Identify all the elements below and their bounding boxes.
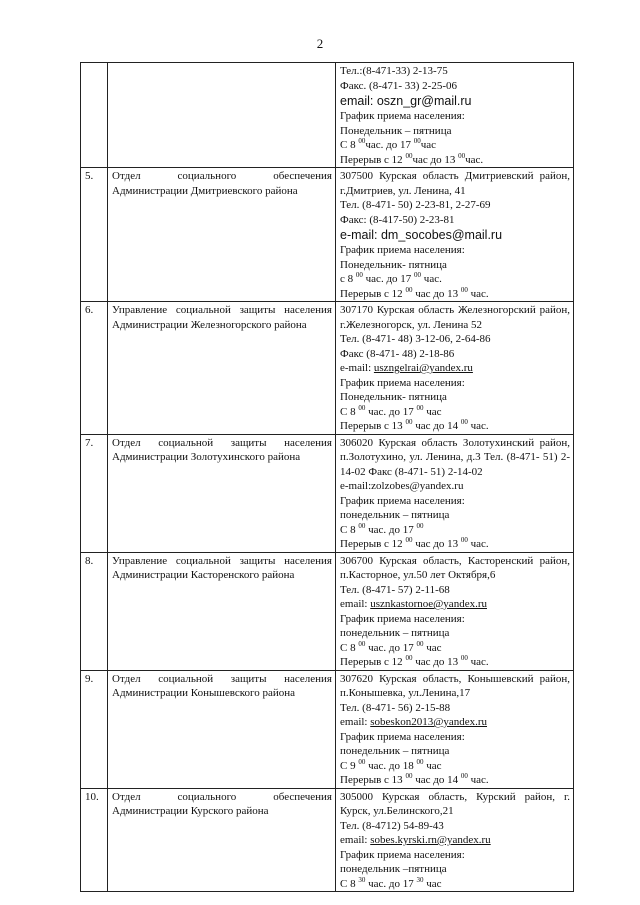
contact-text: С 9 xyxy=(340,759,359,772)
contact-line xyxy=(340,390,570,405)
row-number: 5. xyxy=(81,168,108,302)
institution-name: Управление социальной защиты населения Администрации Касторенского района xyxy=(108,552,336,670)
contact-text: 306020 Курская область Золотухинский район, п.Золотухино, ул. Ленина, д.3 Тел. (8-471- 51) 2-14-02 Факс (8-471- 51) 2-14-02 xyxy=(340,436,570,478)
contact-text: Факс. (8-471- 33) 2-25-06 xyxy=(340,79,458,92)
contact-line xyxy=(340,730,570,745)
contact-line xyxy=(340,169,570,198)
time-superscript: 00 xyxy=(458,151,466,160)
contact-text: час до 14 xyxy=(412,420,461,432)
contact-info xyxy=(336,434,574,552)
contact-line xyxy=(340,744,570,759)
contact-line xyxy=(340,258,570,273)
contact-text: час до 14 xyxy=(412,774,461,786)
contact-text: час. xyxy=(467,656,489,668)
contact-text: понедельник – пятница xyxy=(340,509,450,521)
contact-text: 307500 Курская область Дмитриевский район, г.Дмитриев, ул. Ленина, 41 xyxy=(340,170,570,197)
institution-name: Отдел социальной защиты населения Администрации Конышевского района xyxy=(108,670,336,788)
row-number: 8. xyxy=(81,552,108,670)
contact-info xyxy=(336,552,574,670)
page-number: 2 xyxy=(316,36,324,51)
time-superscript: 00 xyxy=(460,536,468,544)
contact-line xyxy=(340,419,570,434)
contact-text: час xyxy=(423,641,442,654)
time-superscript: 00 xyxy=(460,418,468,426)
contact-text: С 8 xyxy=(340,405,359,418)
institution-name: Отдел социального обеспечения Администрации Курского района xyxy=(108,788,336,892)
time-superscript: 00 xyxy=(358,403,366,412)
contact-line xyxy=(340,272,570,287)
contact-line xyxy=(340,376,570,391)
time-superscript: 00 xyxy=(405,285,413,294)
contact-text: час. xyxy=(421,273,442,285)
contact-text: Тел. (8-471- 48) 3-12-06, 2-64-86 xyxy=(340,333,491,345)
contact-info xyxy=(336,670,574,788)
row-number: 6. xyxy=(81,302,108,435)
contact-text: С 8 xyxy=(340,139,359,151)
contact-text: час xyxy=(420,139,437,151)
contact-text: 307620 Курская область, Конышевский район, п.Конышевка, ул.Ленина,17 xyxy=(340,672,570,699)
table-row xyxy=(81,670,574,788)
contact-line xyxy=(340,124,570,139)
contact-line xyxy=(340,759,570,774)
contact-text: График приема населения: xyxy=(340,376,465,389)
institution-name: Отдел социального обеспечения Администрации Дмитриевского района xyxy=(108,168,336,302)
contact-line xyxy=(340,848,570,863)
time-superscript: 00 xyxy=(416,639,424,648)
contact-line xyxy=(340,877,570,892)
contact-text: час. xyxy=(465,153,484,166)
time-superscript: 00 xyxy=(416,403,424,412)
contact-text: час. до 17 xyxy=(365,523,417,536)
institution-name: Отдел социальной защиты населения Администрации Золотухинского района xyxy=(108,434,336,552)
contact-text: График приема населения: xyxy=(340,612,465,625)
contact-text: Тел. (8-471- 57) 2-11-68 xyxy=(340,583,450,596)
time-superscript: 00 xyxy=(405,536,413,544)
contact-text: час до 13 xyxy=(412,153,459,166)
time-superscript: 00 xyxy=(413,137,421,145)
contact-line xyxy=(340,833,570,848)
row-number: 9. xyxy=(81,670,108,788)
contact-text: График приема населения: xyxy=(340,848,465,861)
contact-text: час. xyxy=(467,420,489,432)
contact-line xyxy=(340,347,570,362)
contact-line xyxy=(340,303,570,332)
contact-line xyxy=(340,479,570,494)
contact-line xyxy=(340,332,570,347)
contact-text: email: sobeskon2013@yandex.ru xyxy=(340,716,488,728)
time-superscript: 00 xyxy=(358,757,366,766)
contact-text: час. до 17 xyxy=(362,273,415,285)
table-row xyxy=(81,788,574,892)
contact-info xyxy=(336,788,574,892)
contact-line xyxy=(340,672,570,701)
contact-text: с 8 xyxy=(340,273,356,285)
contact-text: График приема населения: xyxy=(340,730,465,743)
email-address[interactable]: sobeskon2013@yandex.ru xyxy=(370,716,488,728)
institution-name: Управление социальной защиты населения Администрации Железногорского района xyxy=(108,302,336,435)
contact-text: час. до 17 xyxy=(365,641,417,654)
table-row xyxy=(81,552,574,670)
contact-line xyxy=(340,862,570,877)
contact-text: Перерыв с 12 xyxy=(340,656,406,668)
contact-text: час xyxy=(423,877,442,890)
row-number: 10. xyxy=(81,788,108,892)
contact-text: Перерыв с 13 xyxy=(340,420,406,432)
contact-line xyxy=(340,773,570,788)
contact-line xyxy=(340,583,570,598)
contact-text: Тел. (8-471- 56) 2-15-88 xyxy=(340,701,451,714)
contact-text: час. xyxy=(467,538,489,550)
contact-line xyxy=(340,626,570,641)
time-superscript: 00 xyxy=(355,271,363,279)
time-superscript: 00 xyxy=(358,639,366,648)
contact-line xyxy=(340,213,570,228)
contact-text: email: oszn_gr@mail.ru xyxy=(340,94,472,108)
contact-text: час. до 17 xyxy=(365,139,414,151)
contact-text: 307170 Курская область Железногорский район, г.Железногорск, ул. Ленина 52 xyxy=(340,304,570,331)
contact-text: час. до 18 xyxy=(365,759,417,772)
contact-text: Тел.:(8-471-33) 2-13-75 xyxy=(340,65,448,77)
email-address[interactable]: usznkastornoe@yandex.ru xyxy=(370,598,487,610)
contact-line xyxy=(340,138,570,153)
contact-text: Факс: (8-417-50) 2-23-81 xyxy=(340,213,455,226)
contact-text: 305000 Курская область, Курский район, г. Курск, ул.Белинского,21 xyxy=(340,790,570,817)
contacts-table xyxy=(80,62,574,892)
time-superscript: 00 xyxy=(460,654,468,662)
contact-text: час. xyxy=(467,774,489,786)
contact-text: час до 13 xyxy=(412,538,461,550)
contact-text: 306700 Курская область, Касторенский район, п.Касторное, ул.50 лет Октября,6 xyxy=(340,554,570,581)
email-address[interactable]: sobes.kyrski.rn@yandex.ru xyxy=(370,834,491,846)
contact-text: Понедельник- пятница xyxy=(340,391,447,403)
contact-text: e-mail: dm_socobes@mail.ru xyxy=(340,228,503,242)
contact-text: понедельник –пятница xyxy=(340,863,447,875)
contact-text: Тел. (8-4712) 54-89-43 xyxy=(340,819,444,832)
contact-text: Тел. (8-471- 50) 2-23-81, 2-27-69 xyxy=(340,199,491,211)
contact-line xyxy=(340,612,570,627)
contact-line xyxy=(340,715,570,730)
contact-line xyxy=(340,198,570,213)
time-superscript: 00 xyxy=(358,137,366,145)
contact-line xyxy=(340,537,570,552)
contact-info xyxy=(336,302,574,435)
contact-text: email: sobes.kyrski.rn@yandex.ru xyxy=(340,834,491,846)
contact-line xyxy=(340,655,570,670)
contact-text: email: usznkastornoe@yandex.ru xyxy=(340,598,487,610)
contact-line xyxy=(340,523,570,538)
contact-text: Факс (8-471- 48) 2-18-86 xyxy=(340,347,455,360)
contact-text: С 8 xyxy=(340,523,359,536)
contact-text: С 8 xyxy=(340,877,359,890)
contact-text: График приема населения: xyxy=(340,110,465,122)
contact-line xyxy=(340,554,570,583)
contact-info xyxy=(336,168,574,302)
time-superscript: 00 xyxy=(405,772,413,780)
contact-line xyxy=(340,597,570,612)
contact-text: Перерыв с 12 xyxy=(340,538,406,550)
contact-line xyxy=(340,109,570,124)
contact-text: Перерыв с 12 xyxy=(340,287,406,300)
institution-name xyxy=(108,63,336,168)
time-superscript: 00 xyxy=(405,418,413,426)
time-superscript: 00 xyxy=(460,772,468,780)
contact-text: Понедельник- пятница xyxy=(340,258,447,271)
contact-text: час. до 17 xyxy=(365,405,417,418)
contact-info xyxy=(336,63,574,168)
contact-text: e-mail:zolzobes@yandex.ru xyxy=(340,480,464,492)
time-superscript: 00 xyxy=(405,654,413,662)
time-superscript: 00 xyxy=(416,521,424,530)
table-row xyxy=(81,63,574,168)
time-superscript: 00 xyxy=(414,271,422,279)
contact-text: e-mail: uszngelrai@yandex.ru xyxy=(340,362,473,374)
contact-text: час до 13 xyxy=(412,287,461,300)
contact-line xyxy=(340,361,570,376)
contact-text: час. до 17 xyxy=(365,877,417,890)
contact-text: час. xyxy=(467,287,489,300)
contact-text: График приема населения: xyxy=(340,494,465,507)
contact-text: час до 13 xyxy=(412,656,461,668)
contact-text: Перерыв с 12 xyxy=(340,153,406,166)
table-row xyxy=(81,302,574,435)
contact-line xyxy=(340,508,570,523)
contact-line xyxy=(340,243,570,258)
contact-line xyxy=(340,494,570,509)
contact-line xyxy=(340,153,570,168)
row-number xyxy=(81,63,108,168)
contact-line xyxy=(340,64,570,79)
contact-text: График приема населения: xyxy=(340,244,465,256)
contact-text: понедельник – пятница xyxy=(340,745,450,757)
table-row xyxy=(81,168,574,302)
table-row xyxy=(81,434,574,552)
contact-text: С 8 xyxy=(340,641,359,654)
contact-line xyxy=(340,641,570,656)
contact-line xyxy=(340,287,570,302)
email-address[interactable]: uszngelrai@yandex.ru xyxy=(373,362,473,374)
contact-line xyxy=(340,79,570,94)
contact-text: понедельник – пятница xyxy=(340,627,450,639)
contact-line xyxy=(340,819,570,834)
contact-text: час xyxy=(423,759,442,772)
time-superscript: 30 xyxy=(358,875,366,884)
time-superscript: 00 xyxy=(358,521,366,530)
contact-line xyxy=(340,790,570,819)
row-number: 7. xyxy=(81,434,108,552)
contact-line xyxy=(340,93,570,109)
time-superscript: 00 xyxy=(405,151,413,160)
time-superscript: 00 xyxy=(416,757,424,766)
contact-line xyxy=(340,436,570,480)
contact-text: Перерыв с 13 xyxy=(340,774,406,786)
time-superscript: 00 xyxy=(460,285,468,294)
contact-line xyxy=(340,227,570,243)
time-superscript: 30 xyxy=(416,875,424,884)
contact-text: Понедельник – пятница xyxy=(340,124,452,137)
contact-text: час xyxy=(423,405,442,418)
contact-line xyxy=(340,701,570,716)
contact-line xyxy=(340,405,570,420)
